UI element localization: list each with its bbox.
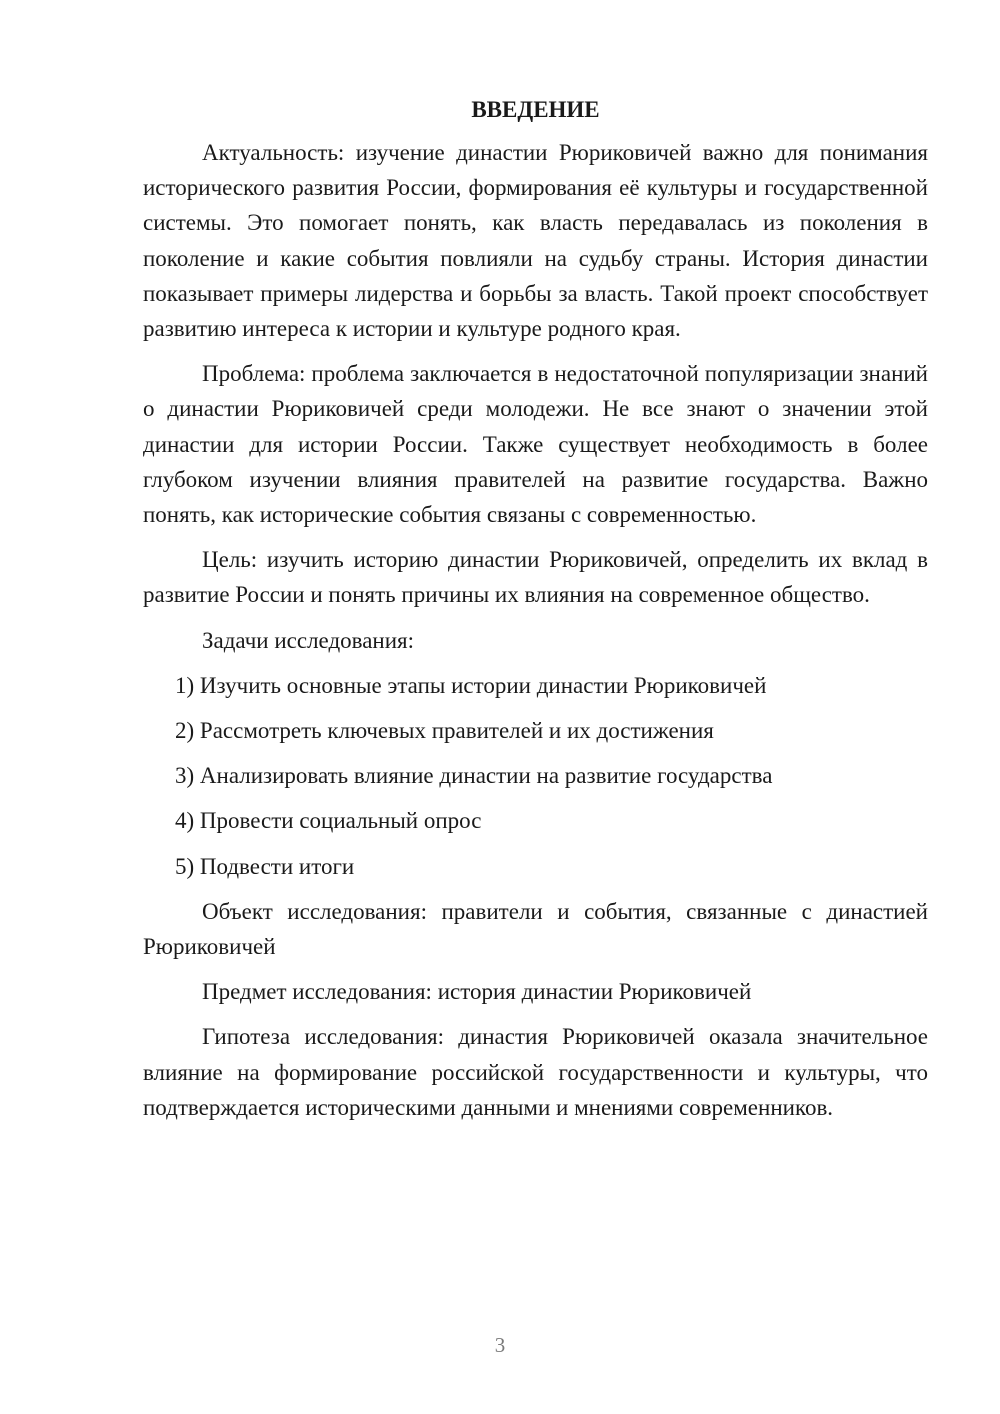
- page-number: 3: [494, 1333, 506, 1357]
- goal-paragraph: Цель: изучить историю династии Рюриковичей, определить их вклад в развитие России и понять причины их влияния на современное общество.: [143, 547, 928, 608]
- problem-paragraph: Проблема: проблема заключается в недостаточной популяризации знаний о династии Рюриковичей среди молодежи. Не все знают о значении этой династии для истории России. Также существует необходимость в более глубоком изучении влияния правителей на развитие государства. Важно понять, как исторические события связаны с современностью.: [143, 361, 928, 528]
- task-item: 1) Изучить основные этапы истории династии Рюриковичей: [175, 672, 767, 698]
- task-item: 2) Рассмотреть ключевых правителей и их достижения: [175, 718, 714, 744]
- task-item: 5) Подвести итоги: [175, 853, 355, 879]
- tasks-heading: Задачи исследования:: [202, 627, 415, 653]
- document-page: [143, 92, 928, 1135]
- task-item: 3) Анализировать влияние династии на развитие государства: [175, 763, 773, 789]
- subject-paragraph: Предмет исследования: история династии Рюриковичей: [202, 979, 752, 1005]
- task-item: 4) Провести социальный опрос: [175, 808, 482, 834]
- tasks-list: [143, 668, 928, 884]
- object-paragraph: Объект исследования: правители и события, связанные с династией Рюриковичей: [143, 898, 928, 960]
- relevance-paragraph: Актуальность: изучение династии Рюриковичей важно для понимания исторического развития России, формирования её культуры и государственной системы. Это помогает понять, как власть передавалась из поколения в поколение и какие события повлияли на судьбу страны. История династии показывает примеры лидерства и борьбы за власть. Такой проект способствует развитию интереса к истории и культуре родного края.: [143, 140, 928, 342]
- hypothesis-paragraph: Гипотеза исследования: династия Рюриковичей оказала значительное влияние на формирование российской государственности и культуры, что подтверждается историческими данными и мнениями современников.: [143, 1024, 928, 1120]
- page-title: ВВЕДЕНИЕ: [471, 97, 600, 122]
